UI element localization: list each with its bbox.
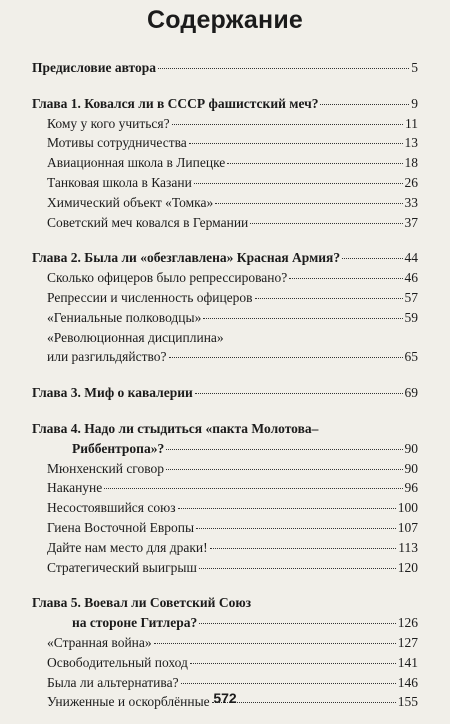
- dot-leader: [166, 469, 402, 470]
- toc-section-entry: [32, 653, 418, 673]
- toc-section-entry: [32, 213, 418, 233]
- toc-section-entry: [32, 173, 418, 193]
- dot-leader: [255, 298, 403, 299]
- toc-entry-page: 37: [404, 214, 418, 230]
- toc-entry-page: 141: [397, 654, 418, 670]
- dot-leader: [194, 183, 403, 184]
- toc-entry-page: 96: [404, 480, 418, 496]
- toc-section-entry: [32, 459, 418, 479]
- toc-entry-title: Мотивы сотрудничества: [47, 135, 187, 151]
- toc-entry-page: 18: [404, 155, 418, 171]
- toc-chapter-entry: [32, 439, 418, 459]
- toc-entry-title: «Революционная дисциплина»: [47, 329, 224, 345]
- toc-chapter-entry: [32, 593, 418, 613]
- toc-section-entry: [32, 558, 418, 578]
- toc-section-entry: [32, 347, 418, 367]
- toc-section-entry: [32, 308, 418, 328]
- toc-entry-page: 107: [397, 519, 418, 535]
- toc-entry-page: 120: [397, 559, 418, 575]
- toc-entry-page: 69: [404, 385, 418, 401]
- toc-section-entry: [32, 193, 418, 213]
- toc-entry-page: 46: [404, 270, 418, 286]
- dot-leader: [158, 68, 409, 69]
- section-gap: [32, 367, 418, 383]
- toc-entry-page: 5: [411, 60, 418, 75]
- toc-entry-title: Была ли альтернатива?: [47, 674, 179, 690]
- toc-entry-page: 44: [404, 250, 418, 266]
- toc-entry-page: 146: [397, 674, 418, 690]
- section-gap: [32, 78, 418, 94]
- toc-entry-title: или разгильдяйство?: [47, 349, 167, 365]
- toc-entry-title: Глава 5. Воевал ли Советский Союз: [32, 595, 252, 611]
- dot-leader: [210, 548, 397, 549]
- table-of-contents: [32, 58, 418, 712]
- toc-entry-title: Риббентропа»?: [72, 440, 165, 456]
- toc-entry-title: Глава 4. Надо ли стыдиться «пакта Молотова–: [32, 420, 319, 436]
- dot-leader: [154, 643, 396, 644]
- toc-section-entry: [32, 538, 418, 558]
- dot-leader: [199, 568, 396, 569]
- toc-entry-page: 155: [397, 694, 418, 710]
- toc-entry-title: Униженные и оскорблённые: [47, 694, 210, 710]
- dot-leader: [169, 357, 403, 358]
- dot-leader: [342, 258, 402, 259]
- toc-section-entry: [32, 114, 418, 134]
- toc-entry-title: Стратегический выигрыш: [47, 559, 197, 575]
- dot-leader: [166, 449, 402, 450]
- dot-leader: [189, 143, 403, 144]
- dot-leader: [203, 318, 402, 319]
- toc-entry-title: Авиационная школа в Липецке: [47, 155, 226, 171]
- toc-entry-title: Освободительный поход: [47, 654, 188, 670]
- toc-entry-title: Репрессии и численность офицеров: [47, 289, 253, 305]
- toc-entry-title: «Гениальные полководцы»: [47, 309, 202, 325]
- dot-leader: [199, 623, 396, 624]
- toc-entry-page: 9: [411, 95, 418, 111]
- toc-chapter-entry: [32, 58, 418, 78]
- dot-leader: [250, 223, 402, 224]
- toc-entry-page: 11: [405, 115, 418, 131]
- section-gap: [32, 232, 418, 248]
- section-gap: [32, 403, 418, 419]
- toc-entry-title: Гиена Восточной Европы: [47, 519, 195, 535]
- toc-section-entry: [32, 268, 418, 288]
- toc-entry-title: Мюнхенский сговор: [47, 460, 165, 476]
- dot-leader: [104, 488, 402, 489]
- toc-section-entry: [32, 478, 418, 498]
- toc-entry-title: Кому у кого учиться?: [47, 115, 170, 131]
- toc-entry-page: 127: [397, 634, 418, 650]
- toc-chapter-entry: [32, 248, 418, 268]
- toc-section-entry: [32, 498, 418, 518]
- toc-entry-title: Химический объект «Томка»: [47, 194, 214, 210]
- toc-section-entry: [32, 288, 418, 308]
- toc-chapter-entry: [32, 383, 418, 403]
- toc-entry-title: Сколько офицеров было репрессировано?: [47, 270, 288, 286]
- page-title: Содержание: [146, 6, 304, 34]
- toc-entry-page: 90: [404, 440, 418, 456]
- toc-entry-title: Танковая школа в Казани: [47, 174, 192, 190]
- toc-entry-title: Несостоявшийся союз: [47, 500, 176, 516]
- toc-entry-page: 59: [404, 309, 418, 325]
- toc-entry-page: 126: [397, 615, 418, 631]
- toc-chapter-entry: [32, 613, 418, 633]
- toc-entry-page: 113: [398, 539, 418, 555]
- dot-leader: [181, 683, 396, 684]
- dot-leader: [195, 393, 403, 394]
- toc-chapter-entry: [32, 419, 418, 439]
- dot-leader: [178, 508, 396, 509]
- toc-section-entry: [32, 328, 418, 348]
- dot-leader: [320, 104, 409, 105]
- section-gap: [32, 577, 418, 593]
- toc-entry-page: 33: [404, 194, 418, 210]
- toc-entry-page: 90: [404, 460, 418, 476]
- toc-entry-title: на стороне Гитлера?: [72, 615, 198, 631]
- toc-entry-title: Советский меч ковался в Германии: [47, 214, 249, 230]
- page-number: 572: [213, 690, 237, 706]
- dot-leader: [289, 278, 402, 279]
- toc-section-entry: [32, 633, 418, 653]
- toc-entry-title: Глава 2. Была ли «обезглавлена» Красная Армия?: [32, 250, 341, 266]
- toc-entry-title: Накануне: [47, 480, 103, 496]
- dot-leader: [196, 528, 396, 529]
- toc-section-entry: [32, 518, 418, 538]
- toc-entry-page: 57: [404, 289, 418, 305]
- toc-entry-page: 65: [404, 349, 418, 365]
- toc-section-entry: [32, 153, 418, 173]
- toc-chapter-entry: [32, 94, 418, 114]
- dot-leader: [227, 163, 402, 164]
- toc-entry-title: Глава 1. Ковался ли в СССР фашистский меч?: [32, 95, 319, 111]
- toc-entry-page: 100: [397, 500, 418, 516]
- toc-entry-title: Дайте нам место для драки!: [47, 539, 208, 555]
- toc-entry-page: 26: [404, 174, 418, 190]
- toc-entry-title: «Странная война»: [47, 634, 152, 650]
- dot-leader: [172, 124, 403, 125]
- dot-leader: [215, 203, 402, 204]
- toc-entry-page: 13: [404, 135, 418, 151]
- toc-entry-title: Глава 3. Миф о кавалерии: [32, 385, 193, 401]
- toc-section-entry: [32, 133, 418, 153]
- toc-entry-title: Предисловие автора: [32, 60, 157, 75]
- dot-leader: [190, 663, 396, 664]
